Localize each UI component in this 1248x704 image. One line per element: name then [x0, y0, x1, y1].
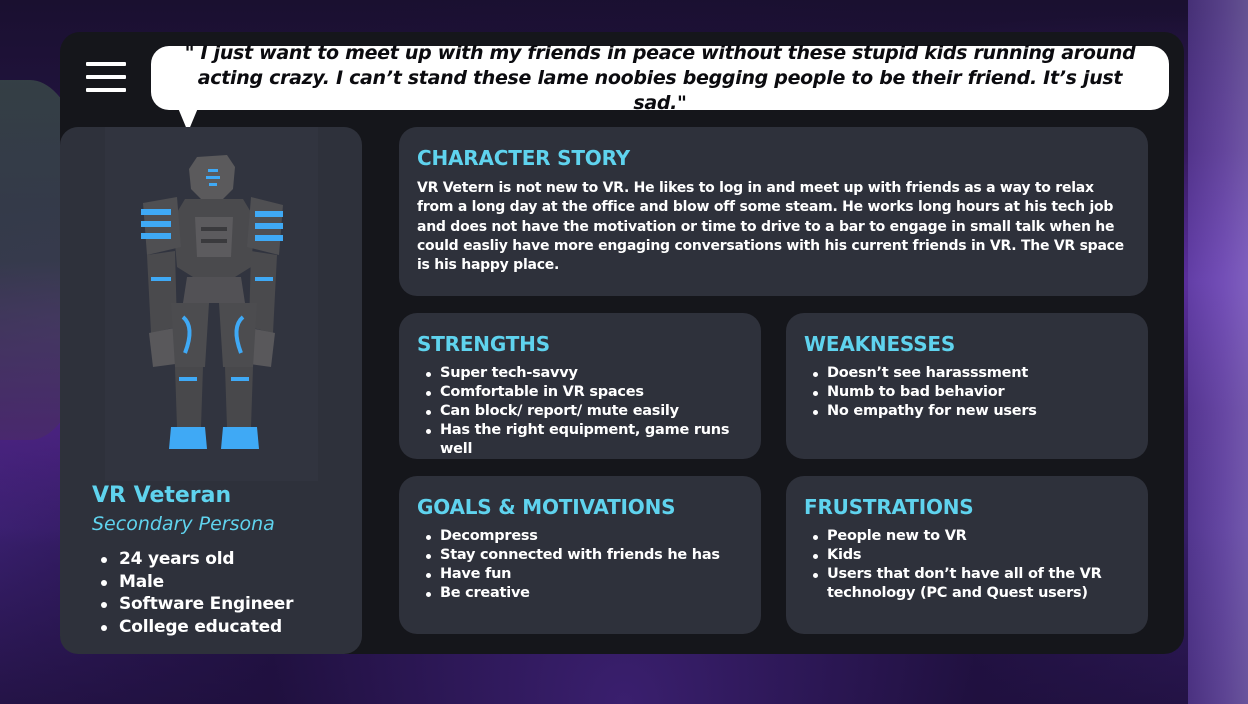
weakness-item: Numb to bad behavior [827, 383, 1097, 402]
strength-item: Has the right equipment, game runs well [440, 421, 750, 459]
strength-item: Super tech-savvy [440, 364, 710, 383]
goal-item: Decompress [440, 527, 710, 546]
frustration-item: Users that don’t have all of the VR technology (PC and Quest users) [827, 565, 1107, 603]
character-story-title: CHARACTER STORY [417, 146, 630, 170]
persona-detail-item: Male [119, 571, 293, 594]
menu-bar [86, 62, 126, 66]
persona-detail-item: 24 years old [119, 548, 293, 571]
strengths-list [417, 364, 750, 459]
goals-card [399, 476, 761, 634]
strengths-title: STRENGTHS [417, 332, 550, 356]
menu-bar [86, 75, 126, 79]
robot-avatar [105, 127, 318, 481]
goals-list [417, 527, 740, 603]
character-story-text: VR Vetern is not new to VR. He likes to log in and meet up with friends as a way to relax from a long day at the office and blow off some steam. He works long hours at his tech job and does not have the motivation or time to drive to a bar to engage in small talk when he could easliy have more engaging conversations with his current friends in VR. The VR space is his happy place. [417, 180, 1124, 274]
frustration-item: Kids [827, 546, 1097, 565]
strengths-card [399, 313, 761, 459]
frustrations-card [786, 476, 1148, 634]
persona-detail-item: College educated [119, 616, 293, 639]
goal-item: Stay connected with friends he has [440, 546, 740, 565]
menu-bar [86, 88, 126, 92]
weaknesses-title: WEAKNESSES [804, 332, 956, 356]
background-pillar [1188, 0, 1248, 704]
goal-item: Be creative [440, 584, 710, 603]
strength-item: Comfortable in VR spaces [440, 383, 710, 402]
quote-bubble [151, 41, 1169, 114]
goals-title: GOALS & MOTIVATIONS [417, 495, 676, 519]
quote-text: " I just want to meet up with my friends in peace without these stupid kids running around acting crazy. I can’t stand these lame noobies begging people to be their friend. It’s just sad." [184, 41, 1136, 114]
weaknesses-card [786, 313, 1148, 459]
weakness-item: No empathy for new users [827, 402, 1097, 421]
frustration-item: People new to VR [827, 527, 1097, 546]
weakness-item: Doesn’t see harasssment [827, 364, 1097, 383]
robot-avatar-illustration [105, 127, 318, 481]
persona-details [92, 548, 293, 638]
strength-item: Can block/ report/ mute easily [440, 402, 710, 421]
frustrations-list [804, 527, 1107, 603]
hamburger-menu-icon[interactable] [86, 62, 126, 92]
persona-name: VR Veteran [92, 483, 232, 508]
weaknesses-list [804, 364, 1097, 421]
frustrations-title: FRUSTRATIONS [804, 495, 974, 519]
persona-detail-item: Software Engineer [119, 594, 294, 614]
persona-type: Secondary Persona [92, 513, 275, 535]
goal-item: Have fun [440, 565, 710, 584]
character-story-card [399, 127, 1148, 296]
